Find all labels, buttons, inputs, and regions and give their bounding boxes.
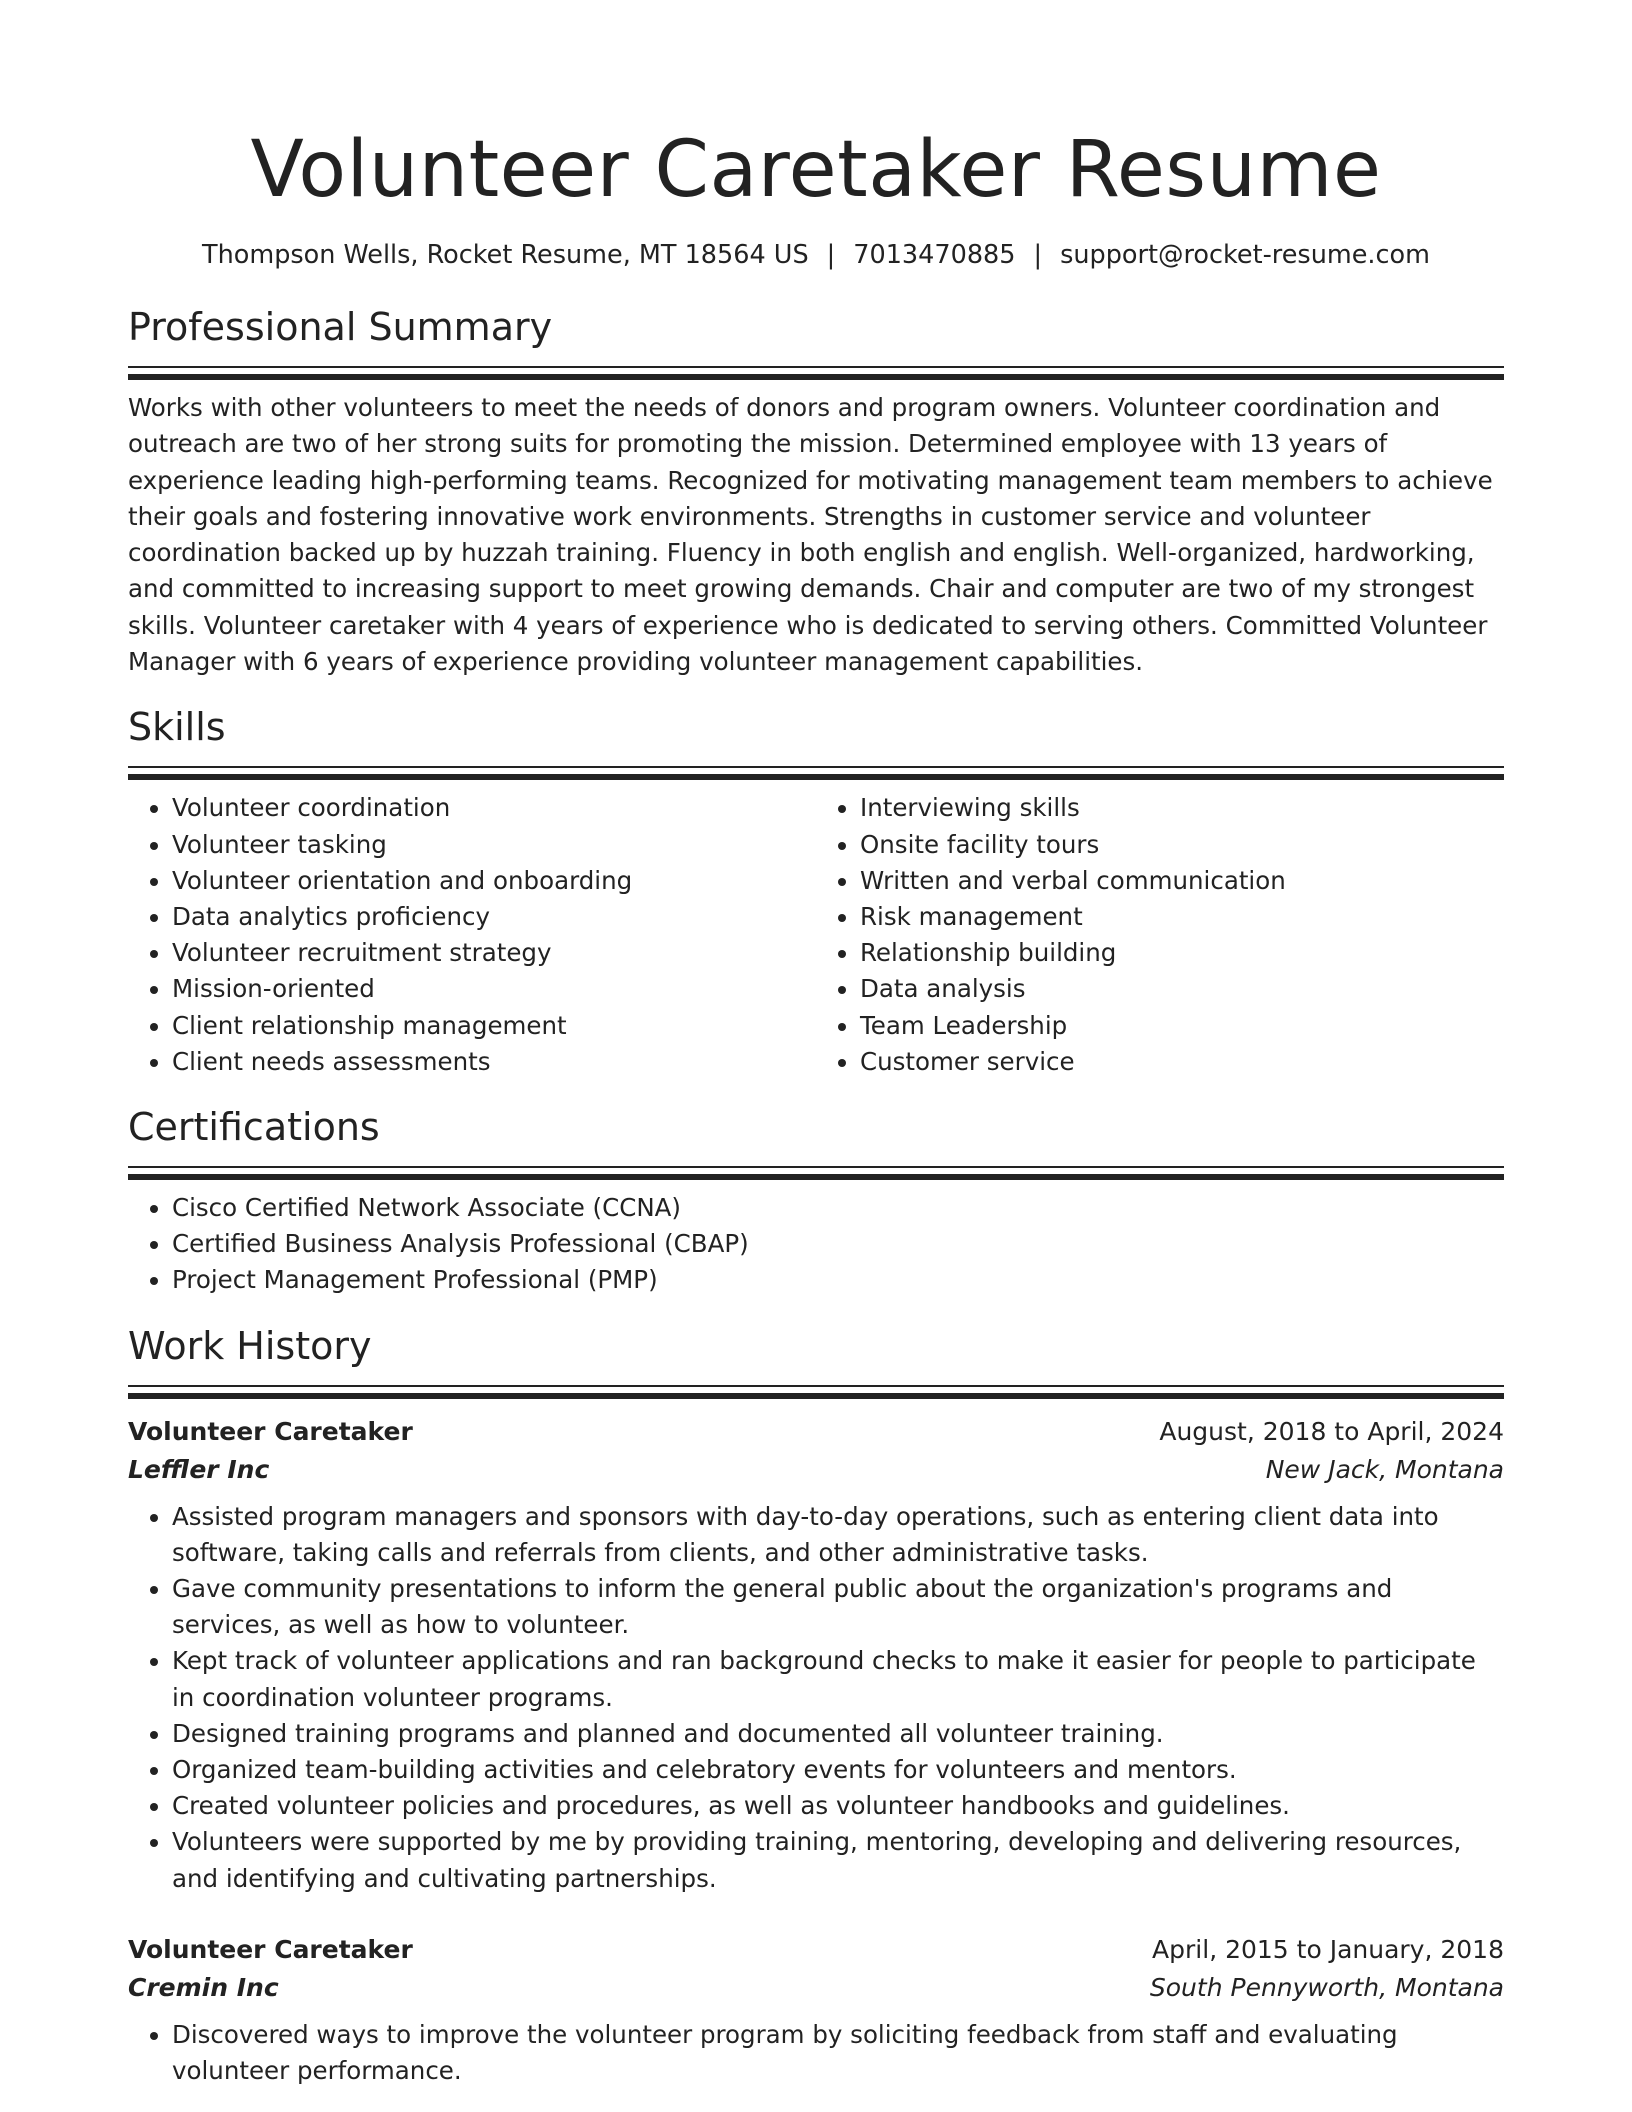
contact-separator: | <box>826 240 836 270</box>
certifications-list <box>128 1190 1504 1299</box>
skills-heading: Skills <box>128 705 226 750</box>
skills-list-right <box>816 790 1504 1080</box>
section-divider <box>128 1385 1504 1399</box>
skills-section <box>128 702 1504 1080</box>
skill-item: • Risk management <box>860 899 1504 935</box>
certification-item: • Certified Business Analysis Professional (CBAP) <box>172 1226 1504 1262</box>
job-duty: • Kept track of volunteer applications and ran background checks to make it easier for people to participate in coordination volunteer programs. <box>172 1643 1504 1715</box>
certifications-heading: Certifications <box>128 1105 380 1149</box>
job-header <box>128 1931 1504 1969</box>
skills-columns <box>128 790 1504 1080</box>
certification-item: • Project Management Professional (PMP) <box>172 1262 1504 1298</box>
skills-list-left <box>128 790 816 1080</box>
job-duty: • Discovered ways to improve the volunteer program by soliciting feedback from staff and evaluating volunteer performance. <box>172 2017 1504 2089</box>
skill-item: • Relationship building <box>860 935 1504 971</box>
job-title: Volunteer Caretaker <box>128 1416 413 1446</box>
skill-item: • Volunteer coordination <box>172 790 816 826</box>
summary-section <box>128 302 1504 680</box>
skill-item: • Volunteer tasking <box>172 827 816 863</box>
summary-text: Works with other volunteers to meet the needs of donors and program owners. Volunteer coordination and outreach are two of her strong suits for promoting the mission. Determined employee with 13 years of experience leading high-performing teams. Recognized for motivating management team members to achieve their goals and fostering innovative work environments. Strengths in customer service and volunteer coordination backed up by huzzah training. Fluency in both english and english. Well-organized, hardworking, and committed to increasing support to meet growing demands. Chair and computer are two of my strongest skills. Volunteer caretaker with 4 years of experience who is dedicated to serving others. Committed Volunteer Manager with 6 years of experience providing volunteer management capabilities. <box>128 393 1493 677</box>
contact-separator: | <box>1033 240 1043 270</box>
section-divider <box>128 366 1504 380</box>
job-duties-list <box>128 2017 1504 2089</box>
work-history-heading: Work History <box>128 1323 372 1368</box>
contact-email: support@rocket-resume.com <box>1060 240 1430 270</box>
skill-item: • Written and verbal communication <box>860 863 1504 899</box>
job-header <box>128 1413 1504 1451</box>
job-subheader <box>128 1969 1504 2007</box>
job-subheader <box>128 1451 1504 1489</box>
job-entry <box>128 1931 1504 2089</box>
job-duty: • Volunteers were supported by me by providing training, mentoring, developing and delivering resources, and identifying and cultivating partnerships. <box>172 1824 1504 1896</box>
job-company: Leffler Inc <box>128 1454 270 1484</box>
job-duty: • Created volunteer policies and procedures, as well as volunteer handbooks and guidelines. <box>172 1788 1504 1824</box>
section-divider <box>128 1166 1504 1180</box>
job-duty: • Gave community presentations to inform the general public about the organization's programs and services, as well as how to volunteer. <box>172 1571 1504 1643</box>
job-duty: • Organized team-building activities and celebratory events for volunteers and mentors. <box>172 1752 1504 1788</box>
job-duty: • Assisted program managers and sponsors with day-to-day operations, such as entering client data into software, taking calls and referrals from clients, and other administrative tasks. <box>172 1499 1504 1571</box>
skill-item: • Team Leadership <box>860 1008 1504 1044</box>
section-divider <box>128 766 1504 780</box>
contact-line <box>128 238 1504 272</box>
skill-item: • Client relationship management <box>172 1008 816 1044</box>
work-history-section <box>128 1321 1504 2090</box>
resume-title: Volunteer Caretaker Resume <box>250 125 1382 215</box>
skill-item: • Customer service <box>860 1044 1504 1080</box>
skill-item: • Mission-oriented <box>172 971 816 1007</box>
skill-item: • Volunteer recruitment strategy <box>172 935 816 971</box>
job-location: South Pennyworth, Montana <box>1149 1972 1504 2002</box>
certification-item: • Cisco Certified Network Associate (CCNA) <box>172 1190 1504 1226</box>
job-dates: August, 2018 to April, 2024 <box>1159 1416 1504 1446</box>
contact-address: Thompson Wells, Rocket Resume, MT 18564 US <box>202 240 809 270</box>
skill-item: • Data analytics proficiency <box>172 899 816 935</box>
skill-item: • Volunteer orientation and onboarding <box>172 863 816 899</box>
job-location: New Jack, Montana <box>1265 1454 1504 1484</box>
certifications-section <box>128 1102 1504 1299</box>
job-entry <box>128 1413 1504 1897</box>
summary-heading: Professional Summary <box>128 305 553 349</box>
skill-item: • Data analysis <box>860 971 1504 1007</box>
job-title: Volunteer Caretaker <box>128 1934 413 1964</box>
job-duties-list <box>128 1499 1504 1897</box>
job-company: Cremin Inc <box>128 1972 279 2002</box>
job-dates: April, 2015 to January, 2018 <box>1152 1934 1504 1964</box>
contact-phone: 7013470885 <box>853 240 1016 270</box>
skill-item: • Onsite facility tours <box>860 827 1504 863</box>
skill-item: • Interviewing skills <box>860 790 1504 826</box>
skill-item: • Client needs assessments <box>172 1044 816 1080</box>
job-duty: • Designed training programs and planned and documented all volunteer training. <box>172 1716 1504 1752</box>
